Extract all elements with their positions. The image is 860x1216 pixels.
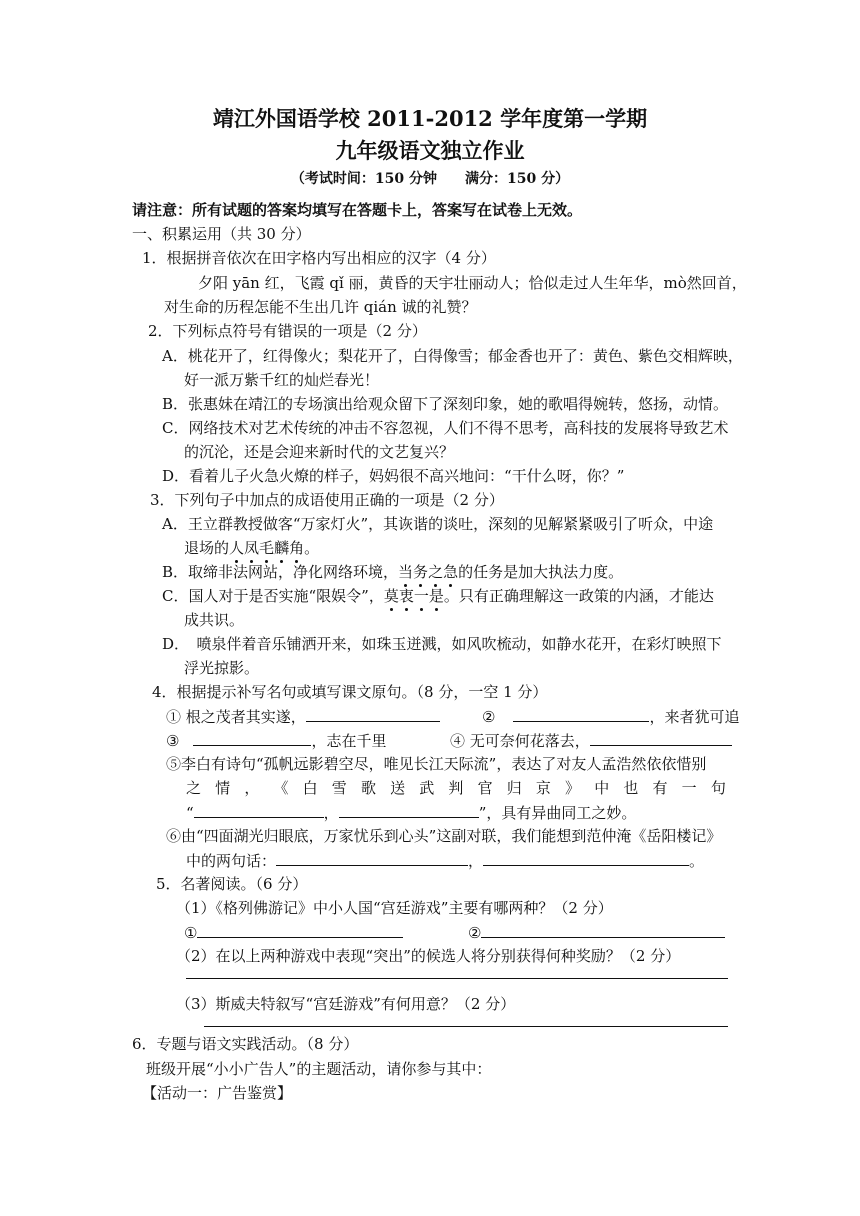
text: 。 — [689, 852, 705, 870]
spaced-char: 有 — [652, 779, 668, 797]
dotted-char: 角 — [289, 539, 305, 557]
spaced-char: 白 — [302, 779, 318, 797]
option-c — [162, 586, 714, 606]
option-b: B．张惠妹在靖江的专场演出给观众留下了深刻印象，她的歌唱得婉转，悠扬，动情。 — [162, 395, 729, 413]
text: 。 — [304, 539, 320, 557]
answer-blank — [481, 922, 725, 938]
spaced-char: 雪 — [331, 779, 347, 797]
spaced-char: 》 — [565, 779, 581, 797]
fill-item-5-spaced — [186, 778, 726, 798]
text: ”，具有异曲同工之妙。 — [478, 804, 637, 822]
option-a-cont: 好一派万紫千红的灿烂春光！ — [184, 371, 380, 389]
exam-subtitle: 九年级语文独立作业 — [335, 138, 525, 163]
spaced-char: 之 — [186, 779, 202, 797]
option-d: D． 喷泉伴着音乐铺洒开来，如珠玉迸溅，如风吹梳动，如静水花开，在彩灯映照下 — [162, 635, 722, 653]
fill-item-5-blanks — [186, 802, 636, 823]
question-6-intro: 班级开展“小小广告人”的主题活动，请你参与其中： — [146, 1060, 492, 1078]
question-5-stem: 5．名著阅读。（6 分） — [156, 875, 308, 893]
answer-blank — [339, 802, 479, 818]
dotted-char: 凤 — [244, 539, 260, 557]
fill-item-5: ⑤李白有诗句“孤帆远影碧空尽，唯见长江天际流”，表达了对友人孟浩然依依惜别 — [166, 755, 707, 773]
question-1-line: 对生命的历程怎能不生出几许 qián 诚的礼赞？ — [164, 298, 477, 316]
question-4-stem: 4．根据提示补写名句或填写课文原句。（8 分，一空 1 分） — [152, 683, 548, 701]
dotted-char: 莫 — [383, 587, 399, 605]
spaced-char: 送 — [390, 779, 406, 797]
fill-item-4 — [450, 730, 732, 751]
answer-blank — [590, 730, 732, 746]
fill-item-6-blanks — [186, 850, 704, 871]
spaced-char: 《 — [273, 779, 289, 797]
dotted-char: 一 — [413, 587, 429, 605]
text: “ — [186, 804, 194, 822]
text: ， — [468, 852, 484, 870]
question-3-stem: 3．下列句子中加点的成语使用正确的一项是（2 分） — [150, 491, 504, 509]
notice: 请注意：所有试题的答案均填写在答题卡上，答案写在试卷上无效。 — [132, 201, 583, 219]
fill-item-6: ⑥由“四面湖光归眼底，万家忧乐到心头”这副对联，我们能想到范仲淹《岳阳楼记》 — [166, 827, 722, 845]
text: 的任务是加大执法力度。 — [458, 563, 624, 581]
text: ① 根之茂者其实遂， — [166, 708, 306, 726]
dotted-char: 麟 — [274, 539, 290, 557]
answer-blank — [306, 706, 440, 722]
text: 退场的 — [184, 539, 230, 557]
section-heading: 一、积累运用（共 30 分） — [132, 225, 311, 243]
spaced-char: 情 — [215, 779, 231, 797]
fill-item-1 — [166, 706, 440, 727]
question-1-line: 夕阳 yān 红，飞霞 qǐ 丽，黄昏的天宇壮丽动人；恰似走过人生年华，mò然回首， — [198, 274, 747, 292]
text: B．取缔非法网站，净化网络环境， — [162, 563, 399, 581]
dotted-char: 务 — [413, 563, 429, 581]
text: ② — [482, 708, 496, 726]
spaced-char: 归 — [506, 779, 522, 797]
spaced-char: 一 — [681, 779, 697, 797]
spaced-char: 武 — [419, 779, 435, 797]
fill-item-3 — [166, 730, 386, 751]
text: ，志在千里 — [311, 732, 387, 750]
text: ① — [184, 924, 198, 942]
spaced-char: ， — [244, 779, 260, 797]
text: ② — [468, 924, 482, 942]
option-a: A．王立群教授做客“万家灯火”，其诙谐的谈吐，深刻的见解紧紧吸引了听众，中途 — [162, 515, 714, 533]
option-c-cont: 成共识。 — [184, 611, 245, 629]
answer-blank — [513, 706, 649, 722]
text: 中的两句话： — [186, 852, 277, 870]
dotted-char: 之 — [428, 563, 444, 581]
option-c: C．网络技术对艺术传统的冲击不容忽视，人们不得不思考，高科技的发展将导致艺术 — [162, 419, 729, 437]
spaced-char: 中 — [594, 779, 610, 797]
spaced-char: 官 — [477, 779, 493, 797]
option-d-cont: 浮光掠影。 — [184, 659, 260, 677]
text: ，来者犹可追 — [649, 708, 740, 726]
sub-question-1: （1）《格列佛游记》中小人国“宫廷游戏”主要有哪两种？（2 分） — [176, 899, 613, 917]
answer-blank — [483, 850, 689, 866]
dotted-char: 是 — [428, 587, 444, 605]
text: ③ — [166, 732, 180, 750]
sub-question-2: （2）在以上两种游戏中表现“突出”的候选人将分别获得何种奖励？（2 分） — [176, 947, 681, 965]
answer-blank — [276, 850, 468, 866]
dotted-char: 人 — [229, 539, 245, 557]
answer-line — [204, 1026, 728, 1027]
spaced-char: 判 — [448, 779, 464, 797]
fill-item-2 — [482, 706, 739, 727]
text: C．国人对于是否实施“限娱令”， — [162, 587, 384, 605]
spaced-char: 歌 — [360, 779, 376, 797]
question-1-stem: 1．根据拼音依次在田字格内写出相应的汉字（4 分） — [142, 249, 496, 267]
question-6-stem: 6．专题与语文实践活动。（8 分） — [132, 1035, 359, 1053]
dotted-char: 急 — [443, 563, 459, 581]
spaced-char: 也 — [623, 779, 639, 797]
spaced-char: 句 — [710, 779, 726, 797]
option-a-cont — [184, 538, 319, 558]
exam-title: 靖江外国语学校 2011-2012 学年度第一学期 — [212, 106, 648, 131]
activity-heading: 【活动一：广告鉴赏】 — [142, 1084, 293, 1102]
option-b — [162, 562, 623, 582]
dotted-char: 衷 — [398, 587, 414, 605]
answer-blank — [197, 922, 403, 938]
question-2-stem: 2．下列标点符号有错误的一项是（2 分） — [148, 322, 427, 340]
dotted-char: 毛 — [259, 539, 275, 557]
option-c-cont: 的沉沦，还是会迎来新时代的文艺复兴？ — [184, 443, 455, 461]
dotted-char: 当 — [398, 563, 414, 581]
sub-question-3: （3）斯威夫特叙写“宫廷游戏”有何用意？（2 分） — [176, 995, 516, 1013]
option-a: A．桃花开了，红得像火；梨花开了，白得像雪；郁金香也开了：黄色、紫色交相辉映， — [162, 347, 743, 365]
option-d: D．看着儿子火急火燎的样子，妈妈很不高兴地问：“干什么呀，你？” — [162, 467, 625, 485]
text: 。只有正确理解这一政策的内涵，才能达 — [443, 587, 714, 605]
answer-blank — [193, 730, 311, 746]
sub-question-1-blank-b — [468, 922, 725, 943]
sub-question-1-blank-a — [184, 922, 403, 943]
spaced-char: 京 — [535, 779, 551, 797]
exam-info: （考试时间：150 分钟 满分：150 分） — [290, 171, 570, 187]
answer-blank — [194, 802, 324, 818]
text: ④ 无可奈何花落去， — [450, 732, 590, 750]
text: ， — [323, 804, 339, 822]
answer-line — [186, 978, 728, 979]
